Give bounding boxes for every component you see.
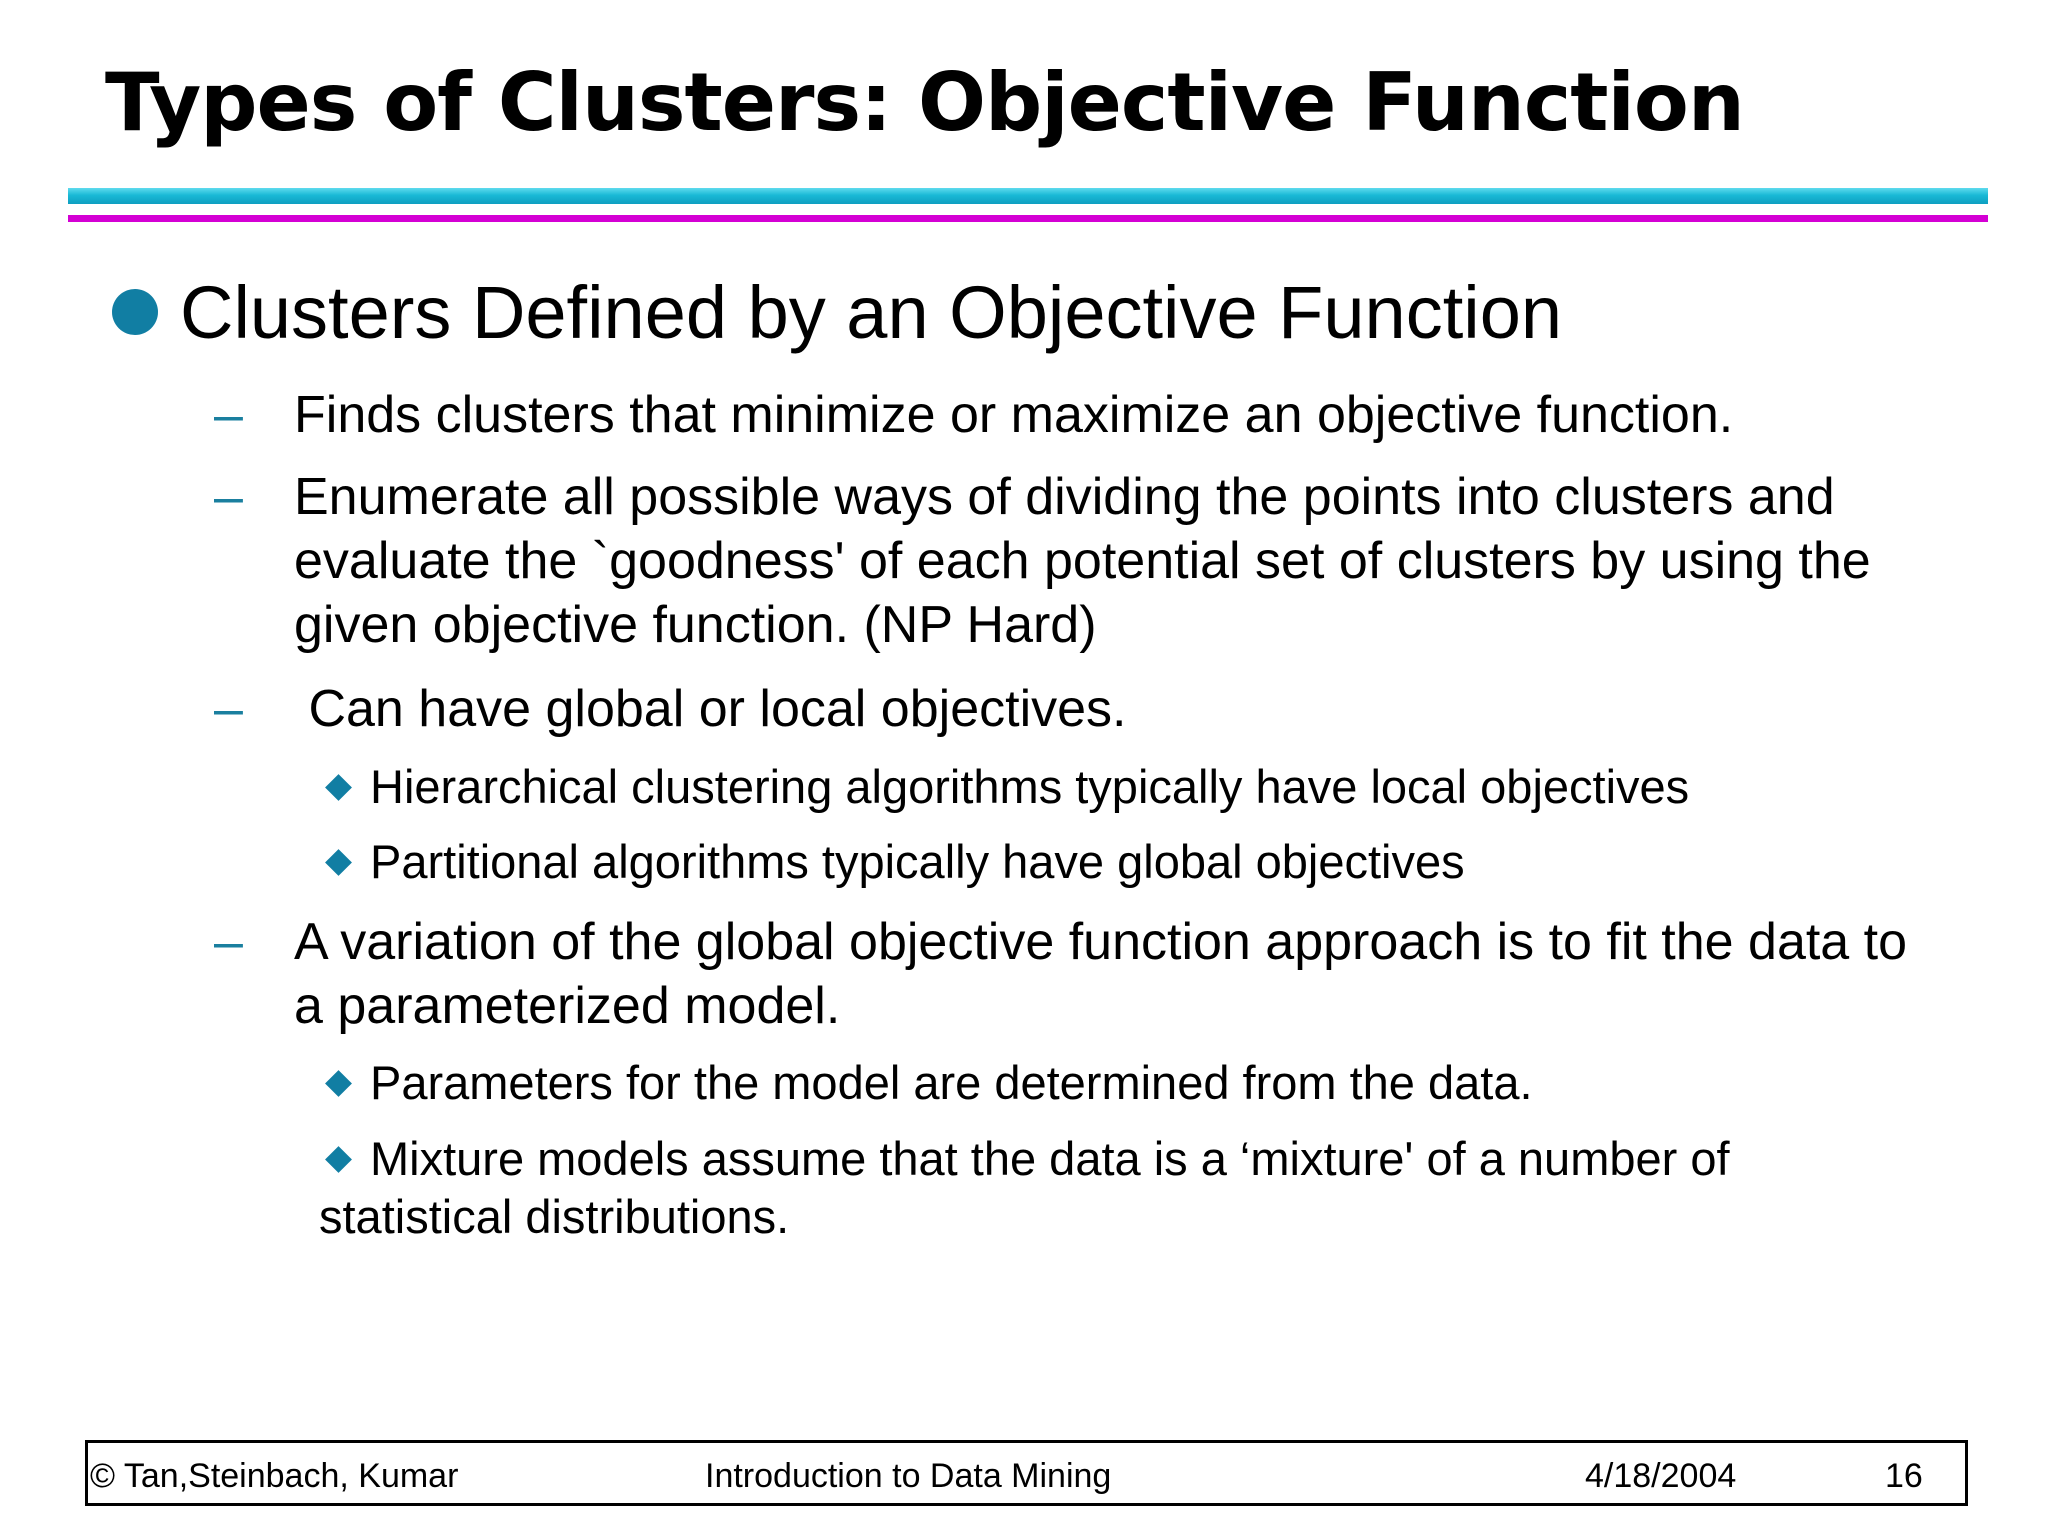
footer-course: Introduction to Data Mining — [705, 1457, 1112, 1495]
diamond-bullet-icon — [325, 774, 352, 801]
slide-title: Types of Clusters: Objective Function — [105, 56, 1744, 149]
main-heading: Clusters Defined by an Objective Function — [180, 271, 1563, 354]
sub-list-item: Hierarchical clustering algorithms typically have local objectives — [370, 760, 1690, 813]
footer-copyright: © Tan,Steinbach, Kumar — [90, 1457, 459, 1495]
list-item: A variation of the global objective function approach is to fit the data to a parameterized model. — [294, 913, 1908, 1035]
bullet-dot-icon — [112, 289, 158, 335]
title-rule-magenta — [68, 215, 1988, 222]
list-item: Can have global or local objectives. — [294, 680, 1127, 738]
diamond-bullet-icon — [325, 849, 352, 876]
footer-date: 4/18/2004 — [1585, 1457, 1737, 1495]
dash-icon: – — [214, 680, 243, 738]
sub-list-item: Partitional algorithms typically have global objectives — [370, 835, 1465, 888]
list-item: Enumerate all possible ways of dividing the points into clusters and evaluate the `goodness' of each potential set of clusters by using the given objective function. (NP Hard) — [294, 468, 1871, 654]
dash-icon: – — [214, 468, 243, 526]
diamond-bullet-icon — [325, 1070, 352, 1097]
sub-list-item: Mixture models assume that the data is a ‘mixture' of a number of statistical distributions. — [319, 1132, 1730, 1243]
footer-page-number: 16 — [1885, 1457, 1923, 1495]
dash-icon: – — [214, 913, 243, 971]
dash-icon: – — [214, 386, 243, 444]
list-item: Finds clusters that minimize or maximize an objective function. — [294, 386, 1734, 444]
sub-list-item: Parameters for the model are determined from the data. — [370, 1056, 1533, 1109]
slide-footer — [85, 1440, 1968, 1506]
title-rule-cyan — [68, 188, 1988, 204]
